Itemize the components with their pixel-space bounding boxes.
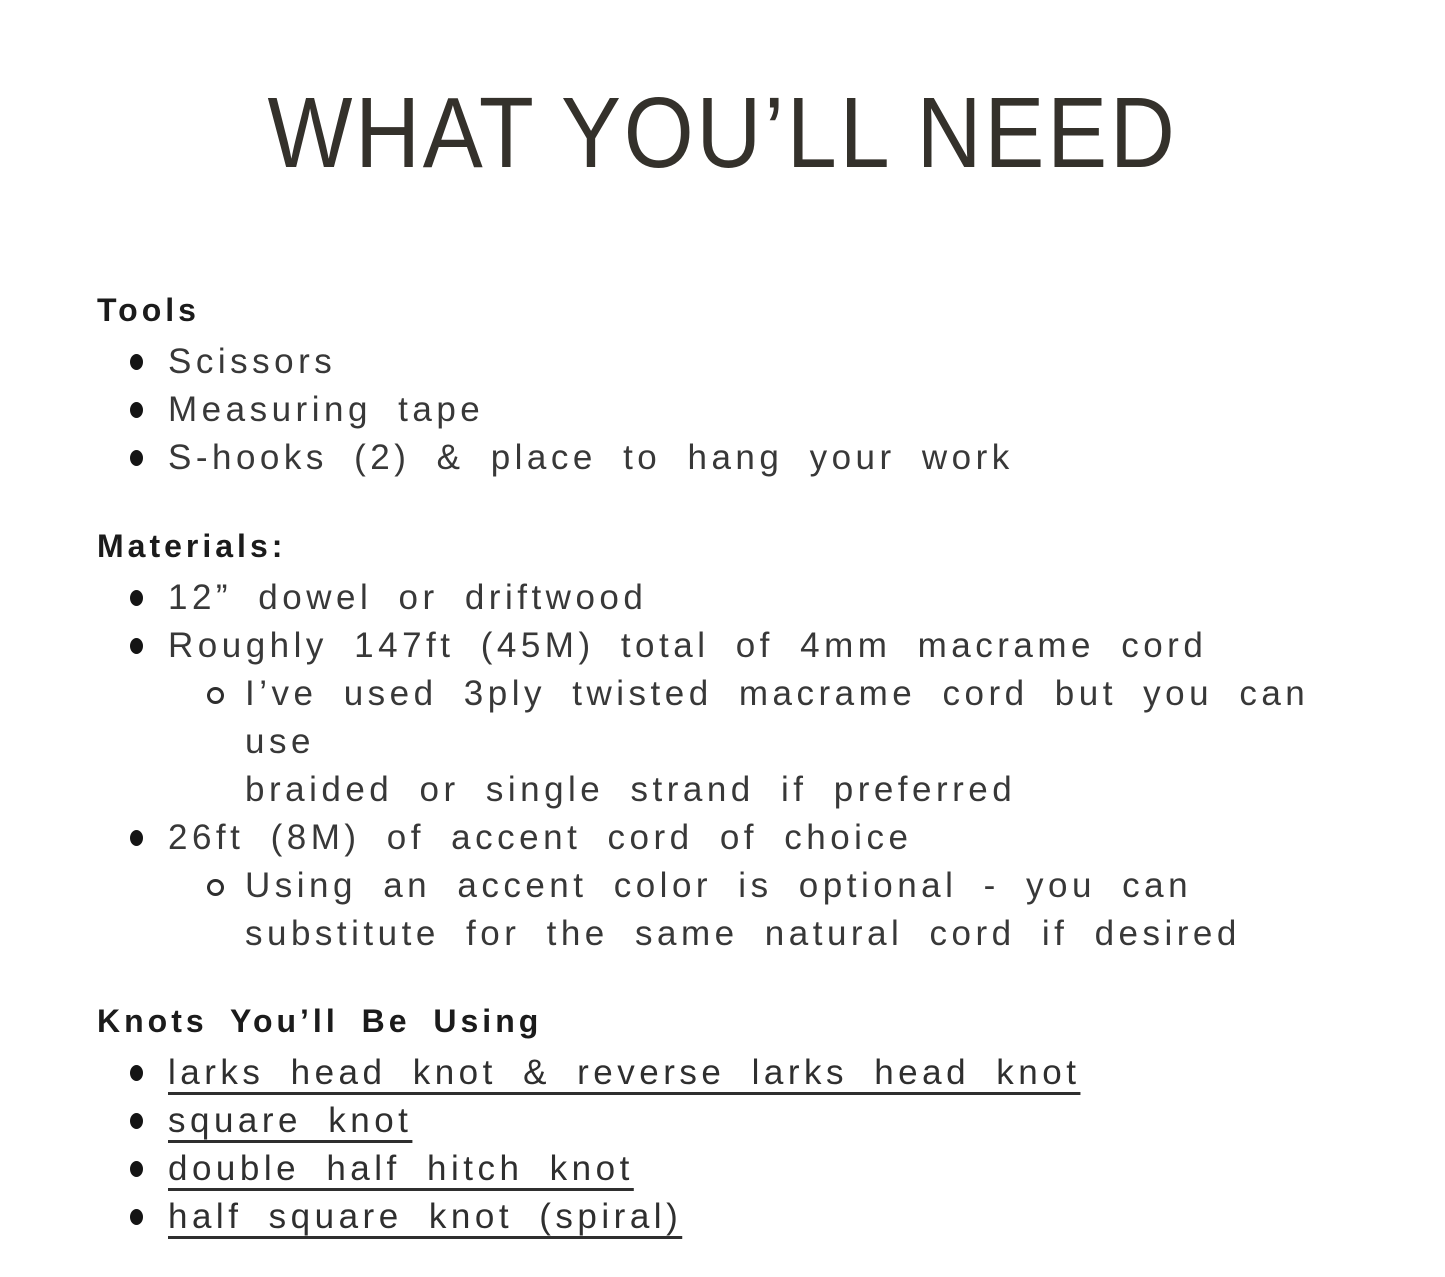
list-item — [97, 574, 1405, 622]
bullet-icon — [130, 1065, 143, 1081]
list-item — [97, 1049, 1405, 1097]
list-item-text: 12” dowel or driftwood — [168, 578, 648, 617]
list-item — [97, 434, 1405, 482]
list-item-text: S-hooks (2) & place to hang your work — [168, 438, 1014, 477]
bullet-icon — [130, 402, 143, 418]
knot-link-larks-head[interactable]: larks head knot & reverse larks head knot — [168, 1053, 1081, 1092]
bullet-icon — [130, 1209, 143, 1225]
materials-heading: Materials: — [97, 528, 287, 564]
page-title: WHAT YOU’LL NEED — [267, 77, 1178, 189]
bullet-icon — [130, 1113, 143, 1129]
bullet-icon — [130, 450, 143, 466]
section-knots — [97, 997, 1405, 1241]
bullet-icon — [130, 638, 143, 654]
materials-list — [97, 574, 1405, 958]
list-item — [97, 1193, 1405, 1241]
knots-heading: Knots You’ll Be Using — [97, 1003, 543, 1039]
list-item — [97, 622, 1405, 670]
sub-item-line: Using an accent color is optional - you can — [245, 866, 1193, 905]
section-materials — [97, 522, 1405, 958]
bullet-icon — [130, 1161, 143, 1177]
sub-list-item — [97, 670, 1405, 814]
knot-link-square-knot[interactable]: square knot — [168, 1101, 413, 1140]
list-item-text: Measuring tape — [168, 390, 485, 429]
list-item — [97, 814, 1405, 862]
sub-item-text — [245, 670, 1405, 814]
bullet-icon — [130, 354, 143, 370]
tools-heading: Tools — [97, 292, 200, 328]
list-item — [97, 386, 1405, 434]
list-item — [97, 1145, 1405, 1193]
sub-item-text — [245, 862, 1405, 958]
list-item-text: Roughly 147ft (45M) total of 4mm macrame cord — [168, 626, 1208, 665]
sub-item-line: braided or single strand if preferred — [245, 770, 1017, 809]
bullet-icon — [130, 830, 143, 846]
circle-icon — [207, 687, 224, 704]
circle-icon — [207, 879, 224, 896]
list-item — [97, 338, 1405, 386]
knot-link-double-half-hitch[interactable]: double half hitch knot — [168, 1149, 634, 1188]
tools-list — [97, 338, 1405, 482]
sub-item-line: substitute for the same natural cord if desired — [245, 914, 1241, 953]
sub-item-line: I’ve used 3ply twisted macrame cord but you can use — [245, 674, 1310, 761]
bullet-icon — [130, 590, 143, 606]
list-item-text: Scissors — [168, 342, 337, 381]
list-item — [97, 1097, 1405, 1145]
sub-list-item — [97, 862, 1405, 958]
content — [0, 286, 1445, 1241]
knot-link-half-square-spiral[interactable]: half square knot (spiral) — [168, 1197, 683, 1236]
section-tools — [97, 286, 1405, 482]
knots-list — [97, 1049, 1405, 1241]
list-item-text: 26ft (8M) of accent cord of choice — [168, 818, 913, 857]
